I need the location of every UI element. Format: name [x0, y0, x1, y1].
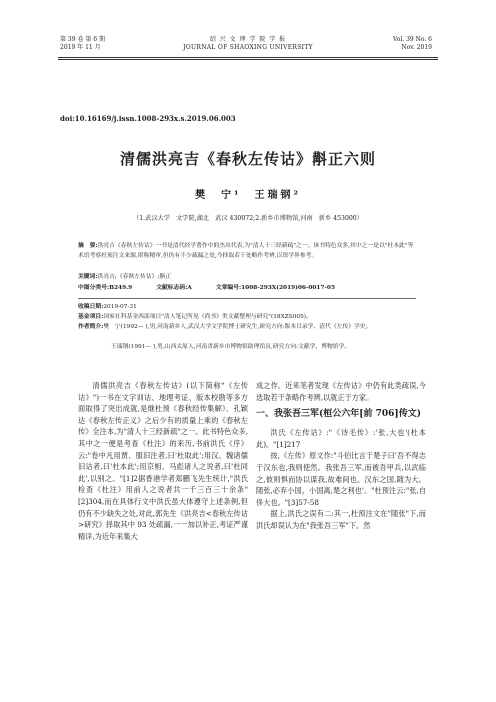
paragraph: 清儒洪亮吉《春秋左传诂》(以下简称"《左传诂》")一书在文字训诂、地理考证、版本校勘等多方面取得了突出成就,是继杜预《春秋经传集解》、孔颖达《春秋左传正义》之后少有的质量上乘的《春秋左传》全注本,为"清人十三经新疏"之一。此书特色众多,其中之一便是考查《杜注》的来历,书前洪氏《序》云:"卷中凡用贾、服旧注者,曰'杜取此';用汉、魏诸儒旧诂者,曰'杜本此';用京相、马彪诸人之说者,曰'杜同此',以别之。"[1]2据香港学者郑鹏飞先生统计,"洪氏检查《杜注》用前人之说者共一千三百三十余条"[2]304,而在具体行文中洪氏虽大体遵守上述条例,但仍有不少缺失之处,对此,郭先生《洪亮吉<春秋左传诂>研究》择取其中 93 处疏漏,一一加以补正,考证严谨精详,为近年来集大: [78, 381, 248, 541]
affiliation: （1.武汉大学 文学院,湖北 武汉 430072;2.新乡市博物馆,河南 新乡 453000）: [133, 215, 363, 222]
paper-title: 清儒洪亮吉《春秋左传诂》斠正六则: [119, 150, 376, 168]
author-line: 樊 宁¹ 王瑞钢²: [195, 190, 301, 201]
abstract-label: 摘 要:: [78, 243, 98, 249]
abstract-text: 洪亮吉《春秋左传诂》一书是清代经学著作中的杰出代表,为"清人十三经新疏"之一。该书特色众多,其中之一是以"杜本此"等术语考察杜预注文来源,堪称精审,但仍有不少疏漏之处,今择取若干处略作考辨,以资学界参考。: [78, 243, 414, 259]
received-date: [78, 302, 416, 312]
section-heading: 一、我张吾三军(桓公六年[前 706]传文): [256, 409, 421, 420]
journal-name-en: JOURNAL OF SHAOXING UNIVERSITY: [183, 44, 313, 51]
paragraph: 按,《左传》原文作:"斗伯比言于楚子曰'吾不得志于汉东也,我则使然。我张吾三军,而被吾甲兵,以武临之,彼则惧而协以谋我,故难间也。汉东之国,随为大。随张,必弃小国。小国离,楚之利也'。"杜预注云:"张,自侈大也。"[3]57-58: [256, 451, 426, 507]
author-bio-label: 作者简介:: [78, 324, 104, 330]
meta-rule: [78, 298, 416, 299]
body-column-right: [256, 380, 426, 532]
author-bio: [78, 322, 416, 332]
issue-date: 2019 年 11 月: [60, 44, 101, 51]
header-rule-top: [58, 57, 438, 58]
volume-issue-en: Vol. 39 No. 6: [392, 36, 432, 43]
author-bio-second: 王瑞钢(1991— ),男,山西太原人,河南省新乡市博物馆助理馆员,研究方向:文献学、博物馆学。: [111, 344, 351, 350]
issue-date-en: Nov. 2019: [401, 44, 432, 51]
clc-number: 中图分类号:B249.9: [78, 285, 133, 291]
keywords: [78, 271, 171, 280]
paragraph: 洪氏《左传诂》:"《诗毛传》:'张,大也'(杜本此)。"[1]217: [256, 428, 426, 449]
running-header-right: [393, 36, 432, 52]
paragraph: 成之作。近来笔者发现《左传诂》中仍有此类疏误,今选取若干条略作考辨,以就正于方家。: [256, 381, 426, 402]
received-label: 收稿日期:: [78, 304, 104, 310]
volume-issue: 第 39 卷 第 6 期: [60, 36, 105, 43]
classification-line: [78, 282, 416, 291]
fund-text: 国家社科基金西部项目"清人笔记所见《尚书》类文献整理与研究"(18XZS005)。: [103, 314, 312, 320]
abstract: [78, 241, 416, 261]
doi[interactable]: doi:10.16169/j.issn.1008-293x.s.2019.06.003: [60, 114, 236, 123]
body-column-left: [78, 380, 248, 542]
journal-name-zh: 绍 兴 文 理 学 院 学 报: [209, 36, 287, 43]
header-rule-bottom: [58, 59, 438, 60]
document-code: 文献标志码:A: [156, 285, 192, 291]
article-number: 文章编号:1008-293X(2019)06-0017-05: [215, 285, 335, 291]
received-text: 2019-07-31: [103, 304, 137, 310]
fund-info: [78, 312, 416, 322]
fund-label: 基金项目:: [78, 314, 104, 320]
paragraph: 据上,洪氏之误有二:其一,杜预注文在"随张"下,而洪氏却误认为在"我张吾三军"下。然: [256, 509, 426, 530]
author-bio-1: 樊 宁(1992— ),男,河南新乡人,武汉大学文学院博士研究生,研究方向:版本目录学、清代《左传》学史。: [103, 324, 372, 330]
keywords-text: 洪亮吉;《春秋左传诂》;斠正: [97, 274, 172, 280]
keywords-label: 关键词:: [78, 274, 98, 280]
